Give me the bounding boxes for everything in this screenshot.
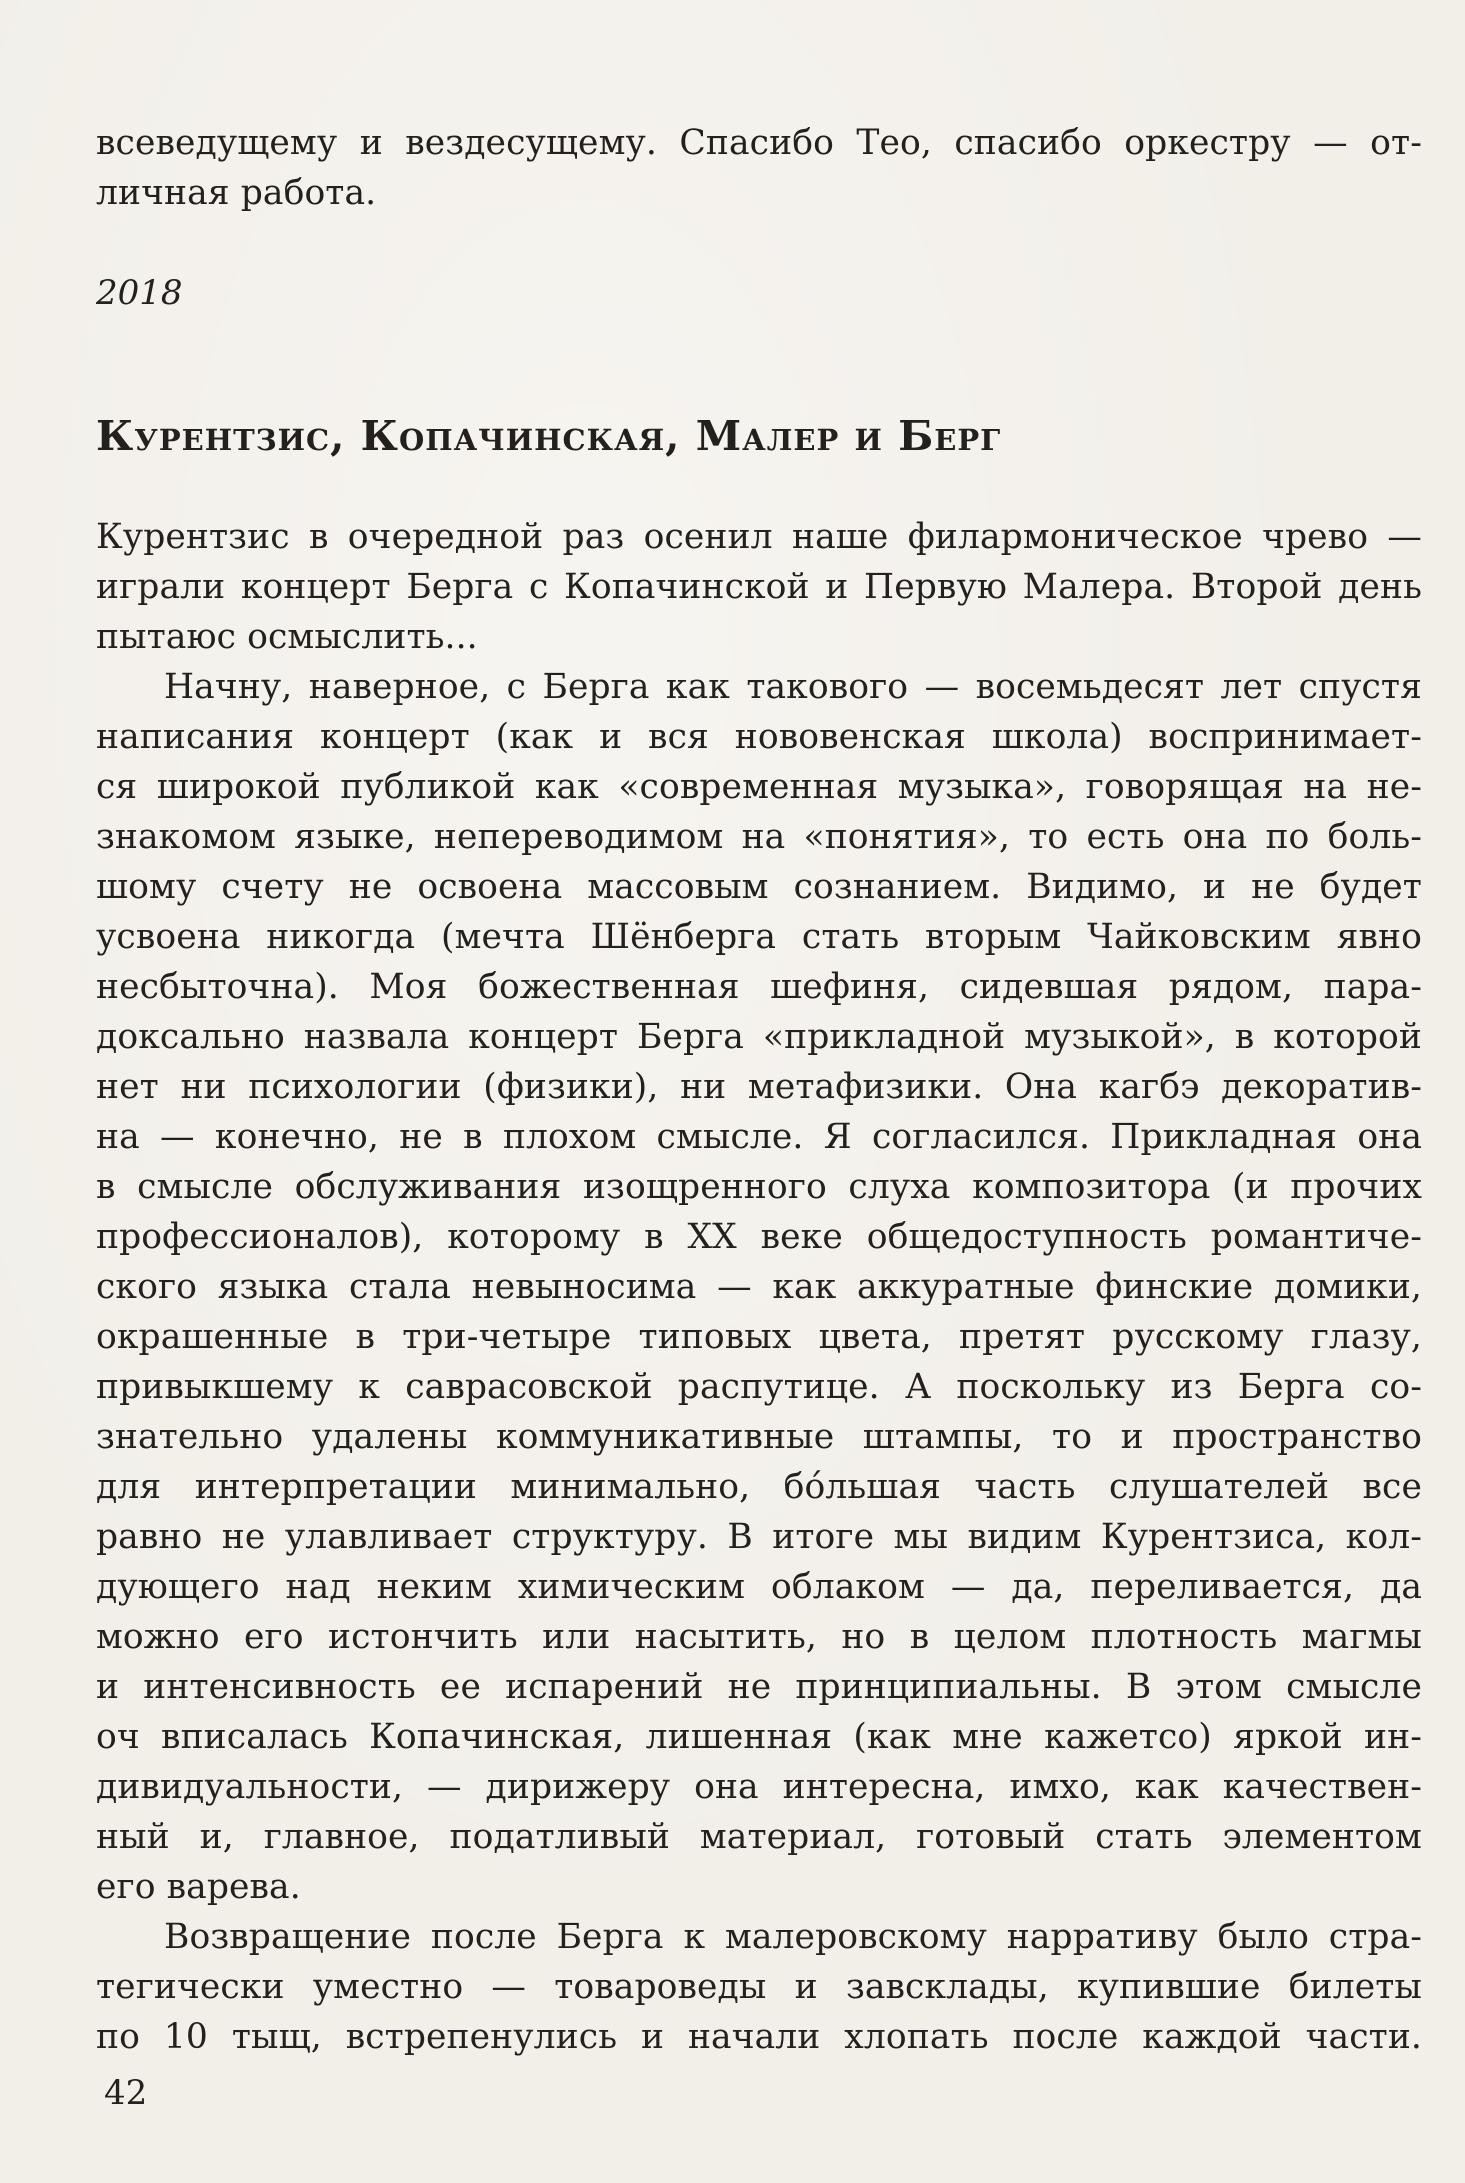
text-line: в смысле обслуживания изощренного слуха композитора (и прочих [96,1167,1422,1207]
text-line: на — конечно, не в плохом смысле. Я согласился. Прикладная она [96,1117,1422,1157]
text-line: по 10 тыщ, встрепенулись и начали хлопать после каждой части. [96,2017,1422,2057]
text-line: ся широкой публикой как «современная музыка», говорящая на не- [96,767,1422,807]
text-line: всеведущему и вездесущему. Спасибо Тео, спасибо оркестру — от- [96,123,1422,163]
text-line: его варева. [96,1867,301,1907]
text-line: играли концерт Берга с Копачинской и Первую Малера. Второй день [96,567,1422,607]
text-line: доксально назвала концерт Берга «прикладной музыкой», в которой [96,1017,1422,1057]
text-line: шому счету не освоена массовым сознанием. Видимо, и не будет [96,867,1422,907]
text-line: привыкшему к саврасовской распутице. А поскольку из Берга со- [96,1367,1422,1407]
text-line: усвоена никогда (мечта Шёнберга стать вторым Чайковским явно [96,917,1422,957]
text-line: и интенсивность ее испарений не принципиальны. В этом смысле [96,1667,1422,1707]
text-line: окрашенные в три-четыре типовых цвета, претят русскому глазу, [96,1317,1422,1357]
text-line: для интерпретации минимально, бóльшая часть слушателей все [96,1467,1422,1507]
text-line: несбыточна). Моя божественная шефиня, сидевшая рядом, пара- [96,967,1422,1007]
text-line: Возвращение после Берга к малеровскому нарративу было стра- [164,1917,1422,1957]
text-line: знательно удалены коммуникативные штампы, то и пространство [96,1417,1422,1457]
text-line: дующего над неким химическим облаком — да, переливается, да [96,1567,1422,1607]
text-line: нет ни психологии (физики), ни метафизики. Она кагбэ декоратив- [96,1067,1422,1107]
text-line: Начну, наверное, с Берга как такового — восемьдесят лет спустя [164,667,1422,707]
text-line: написания концерт (как и вся нововенская школа) воспринимает- [96,717,1422,757]
year-label: 2018 [96,273,183,313]
section-heading: Курентзис, Копачинская, Малер и Берг [96,412,1002,460]
text-line: дивидуальности, — дирижеру она интересна, имхо, как качествен- [96,1767,1422,1807]
text-line: профессионалов), которому в XX веке общедоступность романтиче- [96,1217,1422,1257]
page-number: 42 [104,2073,148,2113]
text-line: равно не улавливает структуру. В итоге мы видим Курентзиса, кол- [96,1517,1422,1557]
text-line: ского языка стала невыносима — как аккуратные финские домики, [96,1267,1422,1307]
text-line: можно его истончить или насытить, но в целом плотность магмы [96,1617,1422,1657]
text-line: личная работа. [96,173,377,213]
text-line: пытаюс осмыслить... [96,617,478,657]
intro-paragraph [96,118,1422,218]
text-line: оч вписалась Копачинская, лишенная (как мне кажетсо) яркой ин- [96,1717,1422,1757]
text-line: ный и, главное, податливый материал, готовый стать элементом [96,1817,1422,1857]
text-line: знакомом языке, непереводимом на «понятия», то есть она по боль- [96,817,1422,857]
text-line: Курентзис в очередной раз осенил наше филармоническое чрево — [96,517,1422,557]
article-body [96,512,1422,2062]
text-line: тегически уместно — товароведы и завсклады, купившие билеты [96,1967,1422,2007]
